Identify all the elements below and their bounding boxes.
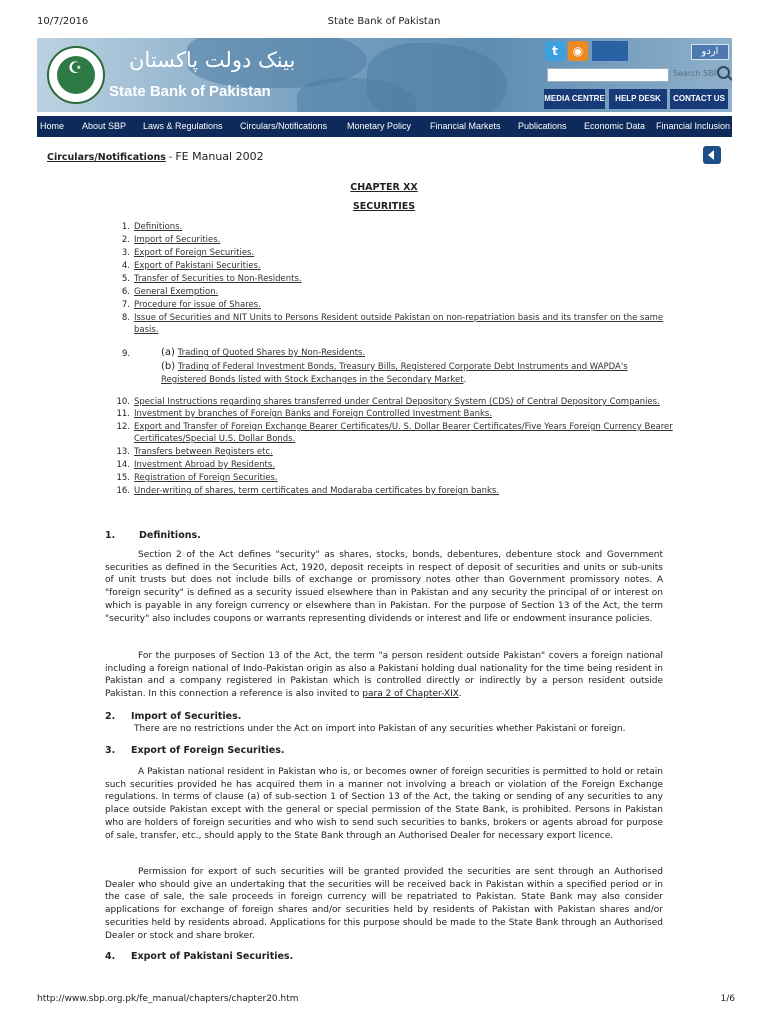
search-icon[interactable] — [717, 66, 730, 79]
help-desk-button[interactable]: HELP DESK — [609, 89, 667, 109]
nav-laws-regulations[interactable]: Laws & Regulations — [143, 121, 223, 131]
section-3-paragraph-1: A Pakistan national resident in Pakistan who is, or becomes owner of foreign securities is permitted to hold or retain such securities provided he has acquired them in a manner not involving a breach or violation of the Foreign Exchange regulations. In terms of clause (a) of sub-section 1 of Section 13 of the Act, the taking or sending of any securities to any place outside Pakistan except with the general or special permission of the State Bank, is prohibited. Persons in Pakistan who are holders of foreign securities and who wish to send such securities to banks, brokers or agents abroad for purpose of sale, transfer, etc., should apply to the State Bank through an Authorised Dealer for necessary export licence. — [105, 767, 663, 841]
urdu-language-button[interactable]: اردو — [691, 44, 729, 60]
chapter-subtitle: SECURITIES — [352, 201, 416, 212]
site-banner — [37, 38, 732, 112]
crescent-star-icon: ☪ — [68, 58, 83, 77]
breadcrumb-link[interactable]: Circulars/Notifications — [47, 152, 166, 163]
chapter-xix-link[interactable]: para 2 of Chapter-XIX — [362, 689, 459, 700]
toc-item-9b-continued[interactable]: Registered Bonds listed with Stock Exchanges in the Secondary Market. — [161, 375, 467, 385]
toc-item-9b[interactable]: (b) Trading of Federal Investment Bonds, Treasury Bills, Registered Corporate Debt Instruments and WAPDA's — [161, 361, 628, 372]
breadcrumb-separator: - — [165, 152, 176, 163]
nav-about-sbp[interactable]: About SBP — [82, 121, 127, 131]
section-3-paragraph-2: Permission for export of such securities will be granted provided the securities are sent through an Authorised Dealer who should give an undertaking that the securities will be received back in Pakistan within a specified period or in the case of sale, the sale proceeds in foreign currency will be repatriated to Pakistan. State Bank may also consider applications for exchange of foreign shares and/or securities held by residents of Pakistan with Pakistan shares and/or securities held by residents abroad. Applications for this purpose should be made to the State Bank through an Authorised Dealer or stock and share broker. — [105, 867, 663, 941]
search-placeholder: Search SBP — [673, 69, 719, 78]
toc-item-9-number: 9. — [122, 349, 131, 359]
twitter-icon[interactable]: t — [545, 41, 565, 61]
section-heading: 4. Export of Pakistani Securities. — [105, 951, 294, 962]
nav-economic-data[interactable]: Economic Data — [584, 121, 646, 131]
breadcrumb-current: FE Manual 2002 — [175, 150, 264, 163]
main-nav — [37, 116, 732, 137]
section-2-paragraph: There are no restrictions under the Act on import into Pakistan of any securities whether Pakistani or foreign. — [134, 724, 626, 734]
nav-financial-markets[interactable]: Financial Markets — [430, 121, 501, 131]
header-strip — [592, 41, 628, 61]
breadcrumb — [47, 150, 264, 163]
brand-name: State Bank of Pakistan — [109, 83, 271, 100]
section-1-paragraph-1: Section 2 of the Act defines "security" as shares, stocks, bonds, debentures, debenture stock and Government securities as defined in the Securities Act, 1920, deposit receipts in respect of deposit of securities and units or sub-units of unit trusts but does not include bills of exchange or promissory notes other than Government promissory notes. A "foreign security" is defined as a security issued elsewhere than in Pakistan and any security the principal of or interest on which is payable in any foreign currency or elsewhere than in Pakistan. For the purpose of Section 13 of the Act, the term "security" also includes coupons or warrants representing dividends or interest and life or endowment insurance policies. — [105, 550, 663, 624]
back-arrow-icon[interactable] — [703, 146, 721, 164]
print-url: http://www.sbp.org.pk/fe_manual/chapters/chapter20.htm — [37, 994, 299, 1004]
print-title: State Bank of Pakistan — [327, 16, 441, 27]
sbp-logo[interactable] — [47, 46, 105, 104]
print-page-number: 1/6 — [720, 994, 735, 1004]
nav-circulars[interactable]: Circulars/Notifications — [240, 121, 328, 131]
nav-monetary-policy[interactable]: Monetary Policy — [347, 121, 412, 131]
nav-publications[interactable]: Publications — [518, 121, 567, 131]
print-header — [0, 16, 768, 30]
media-centre-button[interactable]: MEDIA CENTRE — [544, 89, 605, 109]
toc-item-9a[interactable]: (a) Trading of Quoted Shares by Non-Residents. — [161, 347, 366, 358]
section-heading: 3. Export of Foreign Securities. — [105, 745, 285, 756]
search-input[interactable] — [547, 68, 669, 82]
section-heading: 1. Definitions. — [105, 530, 201, 541]
section-heading: 2. Import of Securities. — [105, 711, 242, 722]
chapter-title: CHAPTER XX — [350, 182, 418, 193]
rss-icon[interactable]: ◉ — [568, 41, 588, 61]
nav-home[interactable]: Home — [40, 121, 65, 131]
nav-financial-inclusion[interactable]: Financial Inclusion — [656, 121, 731, 131]
print-date: 10/7/2016 — [37, 16, 89, 27]
contact-us-button[interactable]: CONTACT US — [670, 89, 728, 109]
section-1-paragraph-2: For the purposes of Section 13 of the Act, the term "a person resident outside Pakistan" covers a foreign national including a foreign national of Indo-Pakistan origin as also a Pakistani holding dual nationality for the time being resident in Pakistan and a company registered in Pakistan which is controlled directly or indirectly by a person resident outside Pakistan. In this connection a reference is also invited to para 2 of Chapter-XIX. — [105, 651, 663, 700]
brand-urdu: بینک دولت پاکستان — [129, 48, 296, 72]
